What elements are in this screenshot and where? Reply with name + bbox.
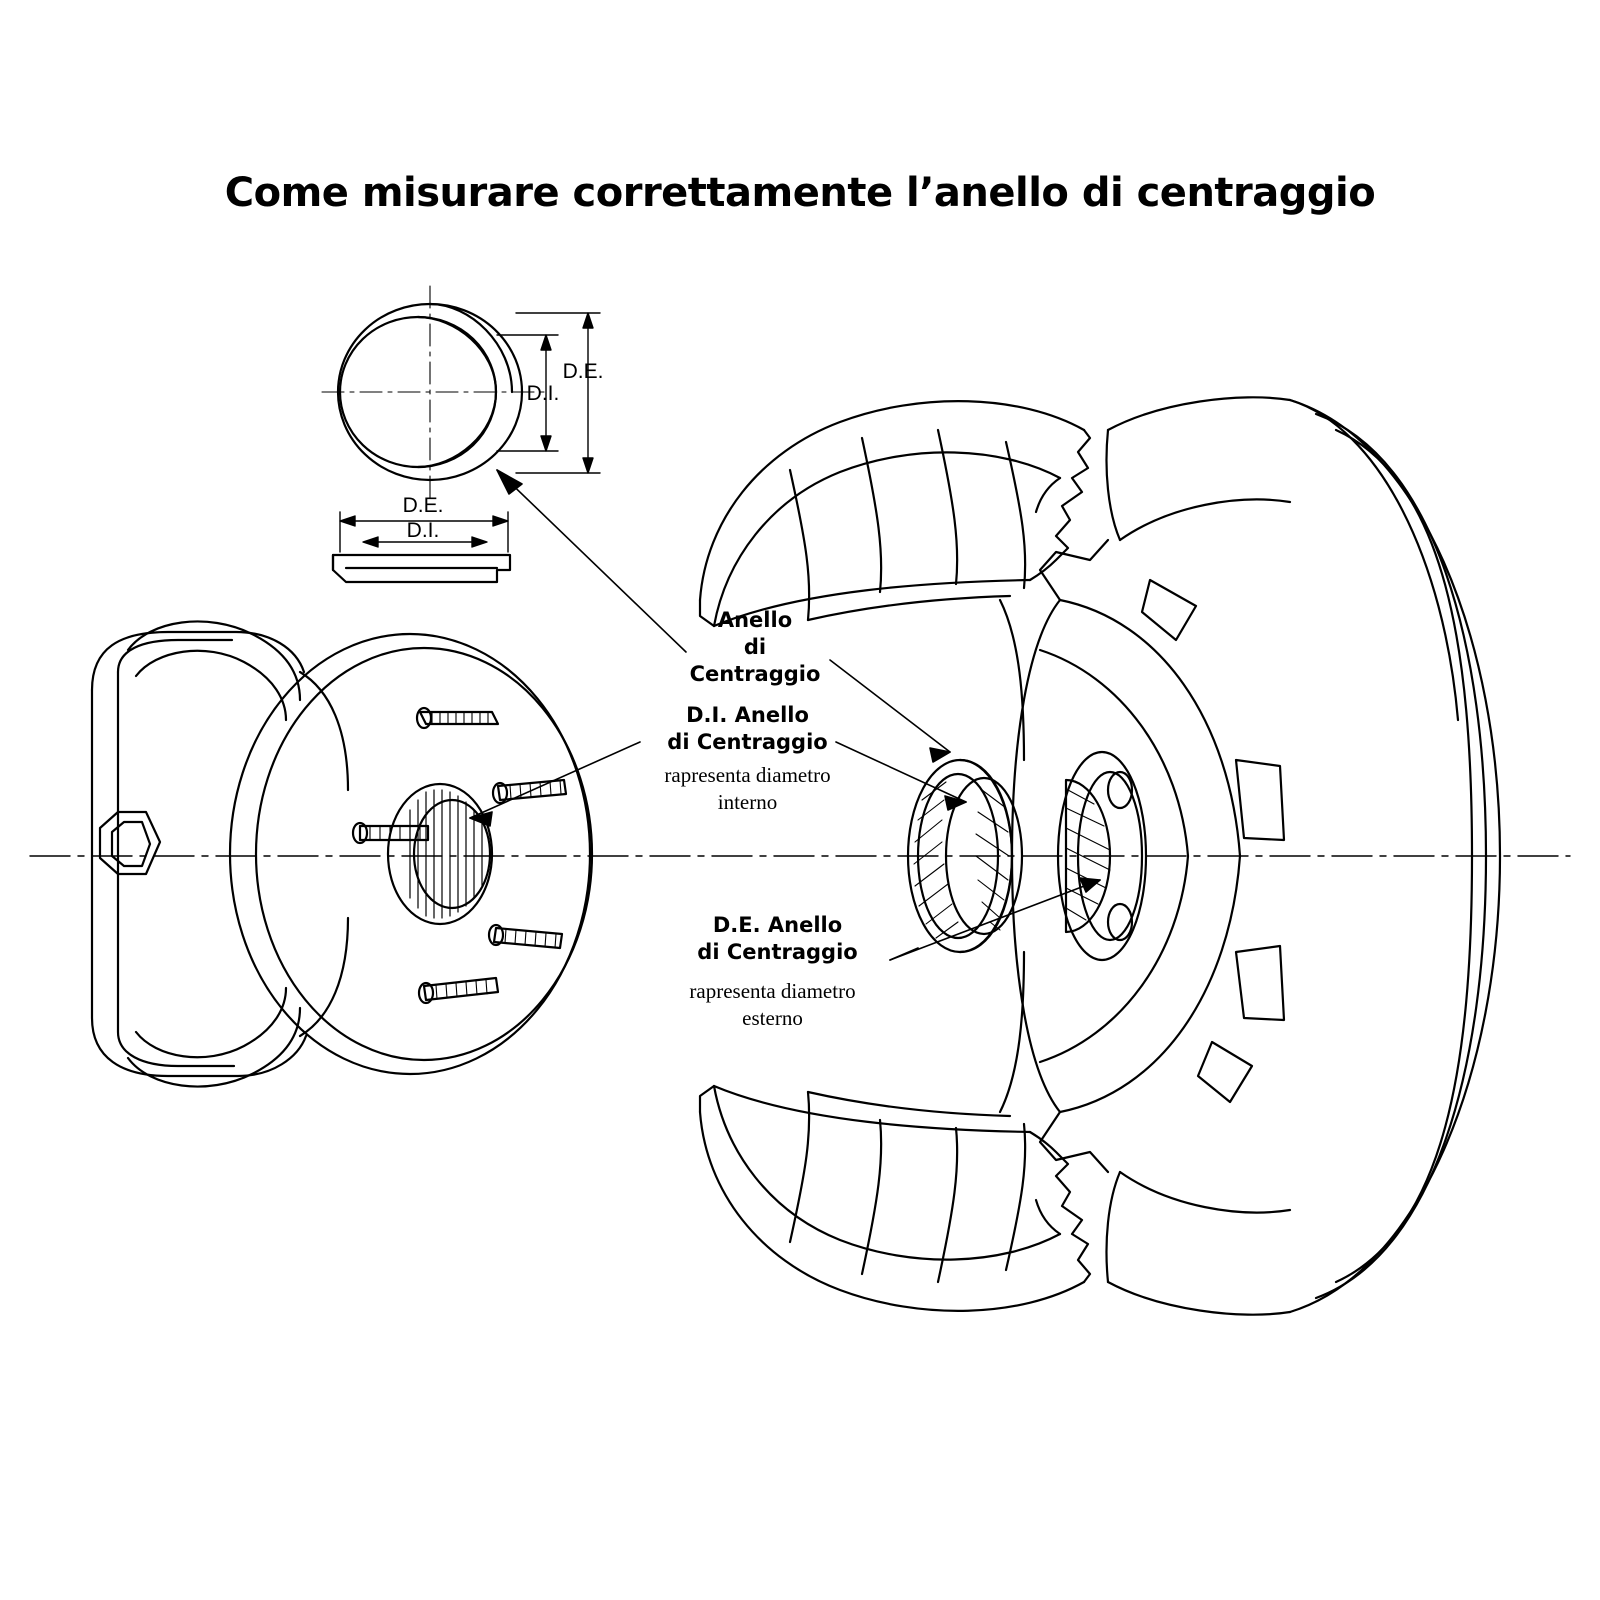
callout-ring [660, 607, 850, 688]
callout-di-note1: rapresenta diametro [664, 763, 831, 787]
callout-inner-diameter-note [620, 762, 875, 816]
hub-assembly [92, 621, 592, 1086]
callout-outer-diameter-note [645, 978, 900, 1032]
leader-ring [497, 470, 686, 652]
dimension-label-di-front: D.I. [526, 382, 560, 405]
dimension-label-de-front: D.E. [562, 360, 604, 383]
dimension-label-di-section: D.I. [406, 519, 440, 542]
tire-section-top [700, 401, 1090, 626]
callout-di-line1: D.I. Anello [686, 703, 809, 727]
page-title: Come misurare correttamente l’anello di centraggio [224, 170, 1376, 216]
callout-de-note1: rapresenta diametro [689, 979, 856, 1003]
callout-de-note2: esterno [742, 1006, 803, 1030]
dimension-label-de-section: D.E. [402, 494, 444, 517]
callout-di-line2: di Centraggio [667, 730, 828, 754]
tire-section-bottom [700, 1086, 1090, 1311]
callout-ring-line1: Anello [717, 608, 793, 632]
callout-de-line2: di Centraggio [697, 940, 858, 964]
callout-di-note2: interno [717, 790, 778, 814]
callout-de-line1: D.E. Anello [712, 913, 843, 937]
callout-outer-diameter [670, 912, 885, 966]
ring-section-view [333, 555, 510, 582]
callout-inner-diameter [640, 702, 855, 756]
callout-ring-line2: di [743, 635, 767, 659]
callout-ring-line3: Centraggio [689, 662, 821, 686]
